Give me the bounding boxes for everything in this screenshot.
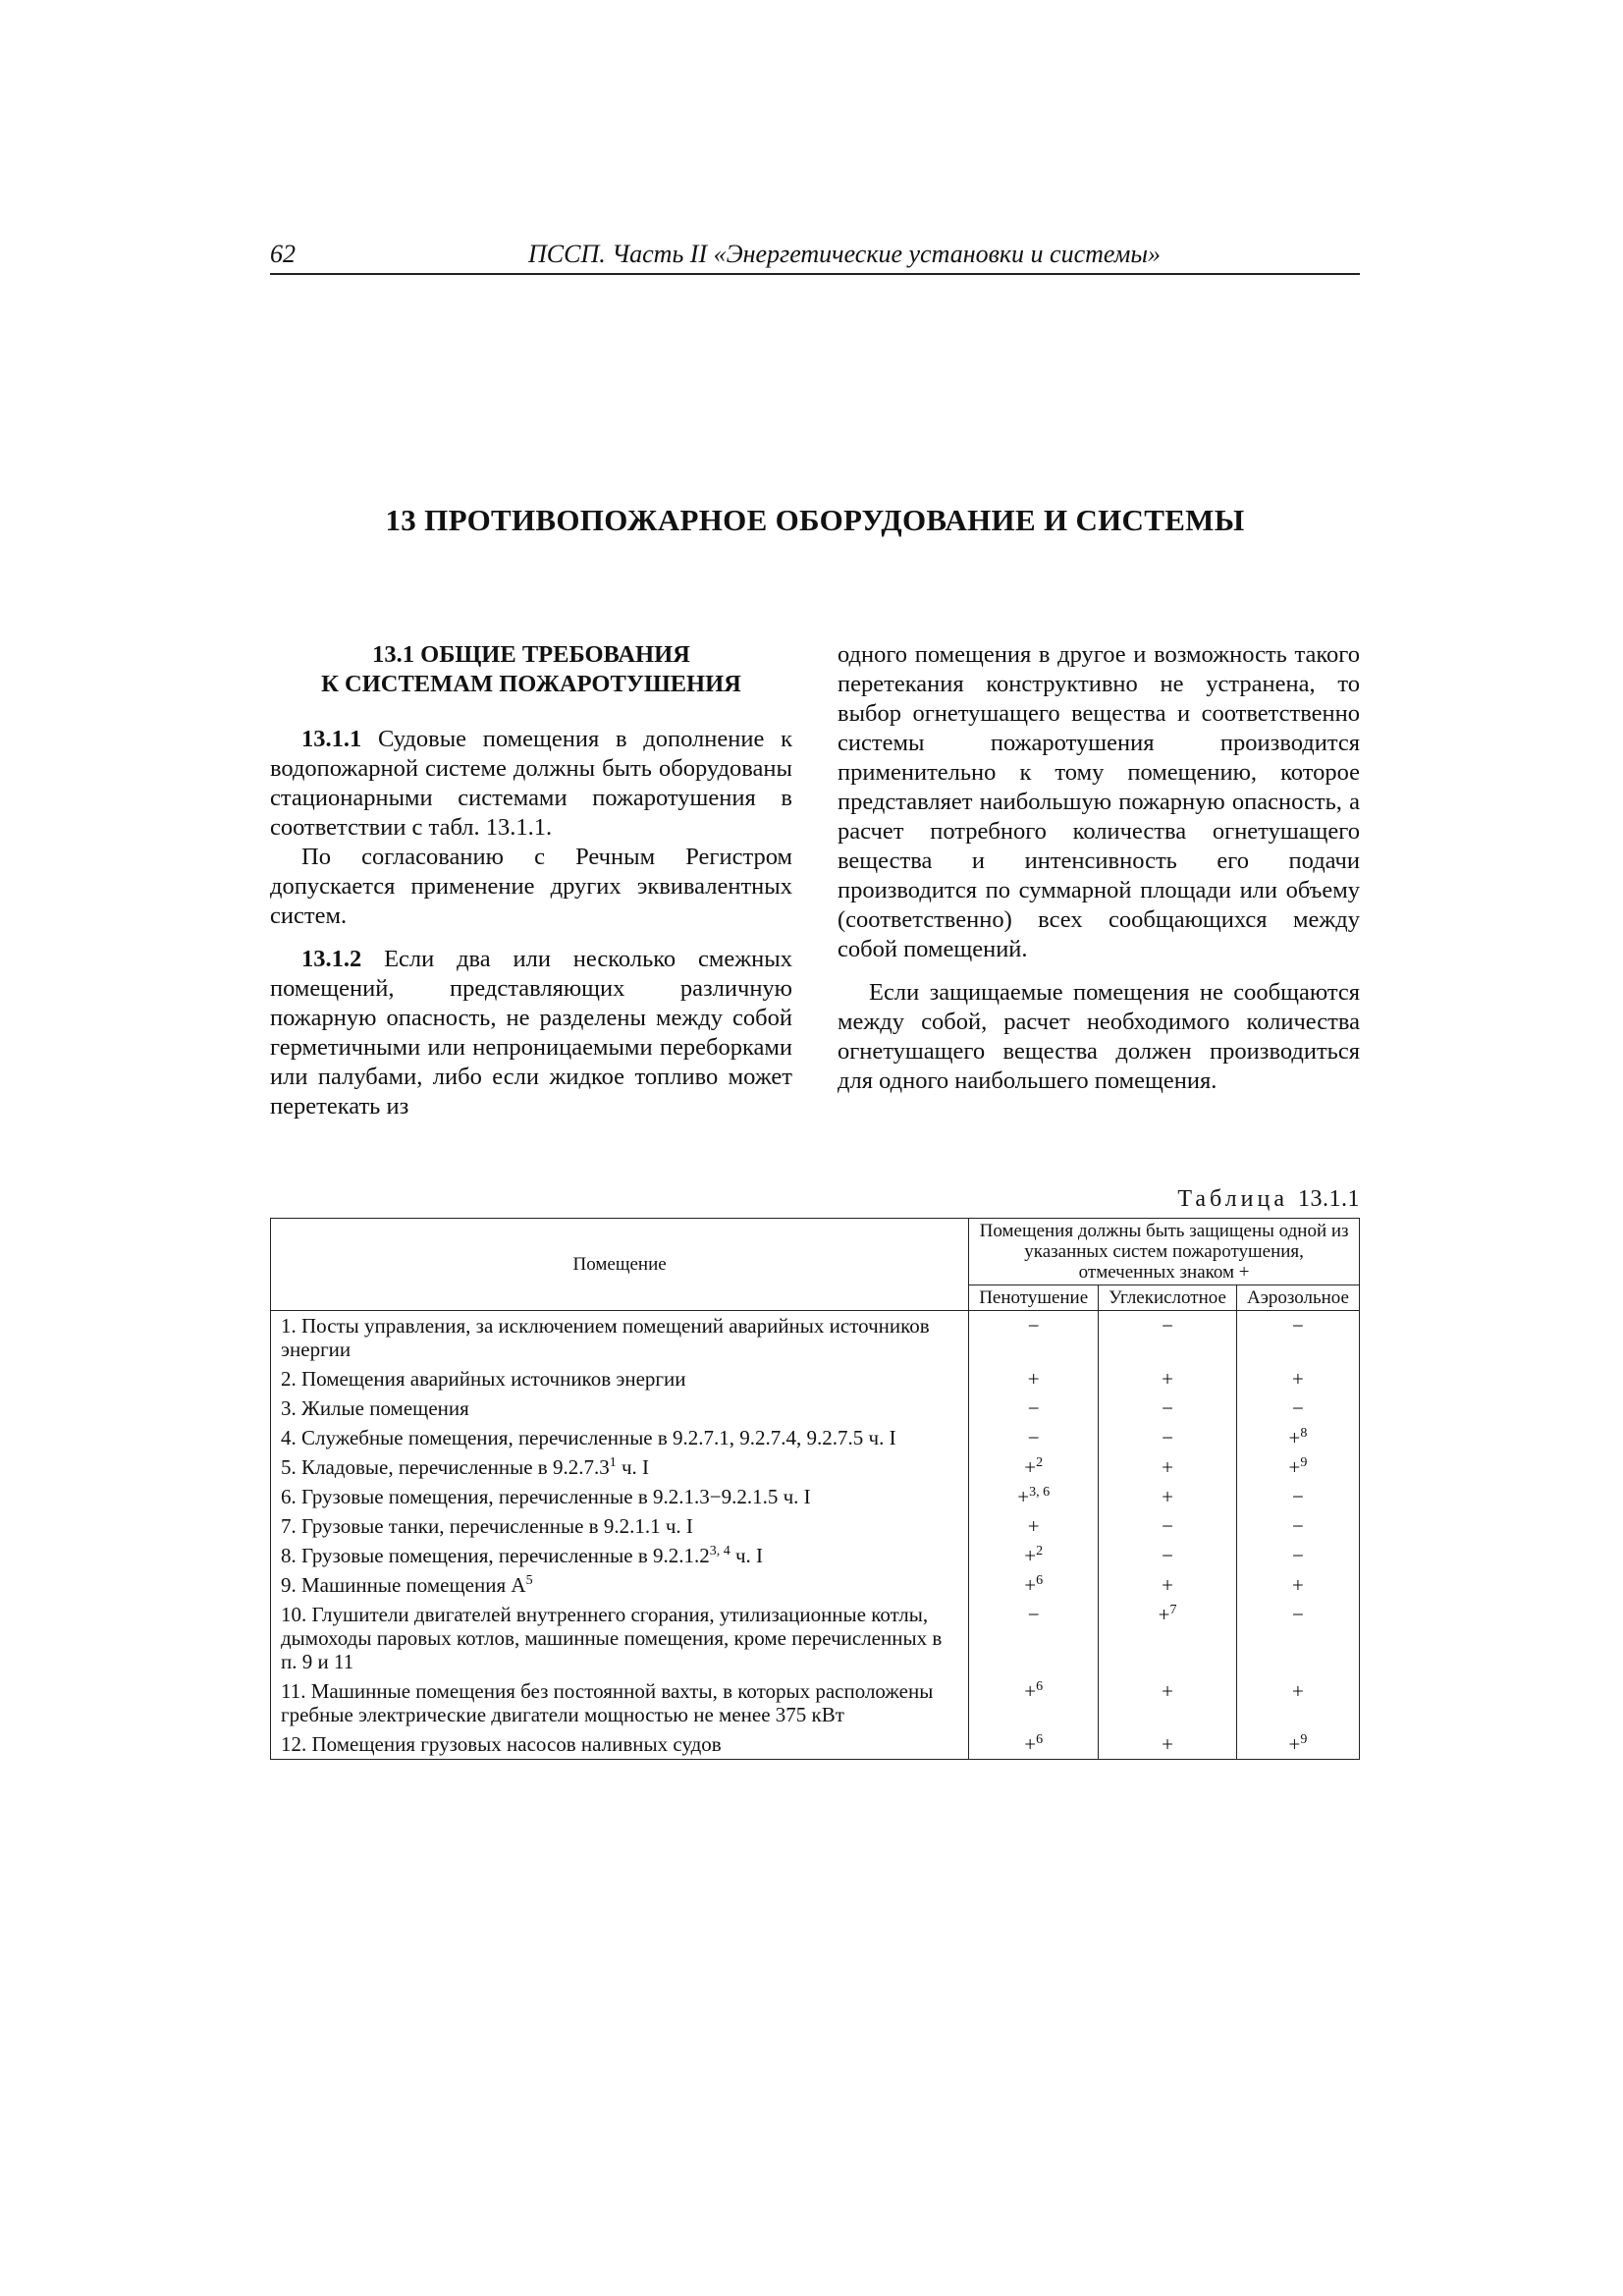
- aerosol-cell: −: [1236, 1311, 1359, 1365]
- co2-cell: −: [1099, 1394, 1237, 1423]
- paragraph-equivalent: По согласованию с Речным Регистром допускается применение других эквивалентных систем.: [270, 844, 792, 929]
- aerosol-cell: +: [1236, 1364, 1359, 1394]
- co2-cell: −: [1099, 1311, 1237, 1365]
- clause-number: 13.1.1: [301, 726, 362, 752]
- table-caption-number: 13.1.1: [1298, 1186, 1360, 1212]
- table-row: [271, 1729, 1360, 1760]
- room-name-cell: 1. Посты управления, за исключением помещений аварийных источников энергии: [271, 1311, 969, 1365]
- paragraph-13-1-2: [270, 945, 792, 1121]
- table-row: [271, 1570, 1360, 1600]
- foam-cell: +: [969, 1364, 1099, 1394]
- room-name-cell: 9. Машинные помещения $А^5$: [271, 1570, 969, 1600]
- table-row: [271, 1423, 1360, 1452]
- table-row: [271, 1482, 1360, 1511]
- room-name-cell: 4. Служебные помещения, перечисленные в 9.2.7.1, 9.2.7.4, 9.2.7.5 ч. I: [271, 1423, 969, 1452]
- header-systems-group: Помещения должны быть защищены одной из указанных систем пожаротушения, отмеченных знаком +: [969, 1219, 1360, 1285]
- co2-cell: +: [1099, 1452, 1237, 1482]
- co2-cell: +: [1099, 1482, 1237, 1511]
- room-name-cell: 3. Жилые помещения: [271, 1394, 969, 1423]
- co2-cell: −: [1099, 1423, 1237, 1452]
- foam-cell: +$^6$: [969, 1570, 1099, 1600]
- paragraph-continuation: одного помещения в другое и возможность такого перетекания конструктивно не устранена, то выбор огнетушащего вещества и соответственно системы пожаротушения производится применительно к тому помещению, которое представляет наибольшую пожарную опасность, а расчет потребного количества огнетушащего вещества и интенсивность его подачи производится по суммарной площади или объему (соответственно) всех сообщающихся между собой помещений.: [838, 641, 1360, 962]
- room-name-cell: 2. Помещения аварийных источников энергии: [271, 1364, 969, 1394]
- foam-cell: −: [969, 1311, 1099, 1365]
- table-row: [271, 1452, 1360, 1482]
- text-column-right: [838, 640, 1360, 1096]
- foam-cell: −: [969, 1394, 1099, 1423]
- foam-cell: +$^6$: [969, 1676, 1099, 1729]
- room-name-cell: 7. Грузовые танки, перечисленные в 9.2.1.1 ч. I: [271, 1511, 969, 1541]
- table-row: [271, 1600, 1360, 1676]
- paragraph-not-communicating: Если защищаемые помещения не сообщаются между собой, расчет необходимого количества огнетушащего вещества должен производиться для одного наибольшего помещения.: [838, 979, 1360, 1094]
- paragraph-text: Если два или несколько смежных помещений, представляющих различную пожарную опасность, не разделены между собой герметичными или непроницаемыми переборками или палубами, либо если жидкое топливо может перетекать из: [270, 946, 792, 1120]
- foam-cell: +$^6$: [969, 1729, 1099, 1760]
- aerosol-cell: −: [1236, 1394, 1359, 1423]
- table-body: [271, 1311, 1360, 1760]
- aerosol-cell: −: [1236, 1600, 1359, 1676]
- room-name-cell: 6. Грузовые помещения, перечисленные в 9.2.1.3−9.2.1.5 ч. I: [271, 1482, 969, 1511]
- section-title-line2: К СИСТЕМАМ ПОЖАРОТУШЕНИЯ: [321, 671, 741, 697]
- aerosol-cell: +: [1236, 1676, 1359, 1729]
- foam-cell: +$^{3, 6}$: [969, 1482, 1099, 1511]
- co2-cell: +: [1099, 1729, 1237, 1760]
- table-caption: [270, 1186, 1360, 1213]
- chapter-title: 13 ПРОТИВОПОЖАРНОЕ ОБОРУДОВАНИЕ И СИСТЕМЫ: [385, 503, 1245, 537]
- paragraph-text: Судовые помещения в дополнение к водопожарной системе должны быть оборудованы стационарными системами пожаротушения в соответствии с табл. 13.1.1.: [270, 726, 792, 841]
- section-title-line1: 13.1 ОБЩИЕ ТРЕБОВАНИЯ: [372, 641, 690, 668]
- aerosol-cell: −: [1236, 1541, 1359, 1570]
- header-aerosol: Аэрозольное: [1236, 1285, 1359, 1311]
- running-title: ПССП. Часть II «Энергетические установки и системы»: [527, 240, 1161, 268]
- table-row: [271, 1541, 1360, 1570]
- header-foam: Пенотушение: [969, 1285, 1099, 1311]
- foam-cell: −: [969, 1600, 1099, 1676]
- room-name-cell: 12. Помещения грузовых насосов наливных судов: [271, 1729, 969, 1760]
- text-column-left: [270, 640, 792, 1121]
- foam-cell: +$^2$: [969, 1541, 1099, 1570]
- section-title: [270, 640, 792, 699]
- table-caption-word: Таблица: [1177, 1186, 1288, 1212]
- co2-cell: +: [1099, 1364, 1237, 1394]
- co2-cell: −: [1099, 1541, 1237, 1570]
- foam-cell: +$^2$: [969, 1452, 1099, 1482]
- aerosol-cell: +$^9$: [1236, 1452, 1359, 1482]
- aerosol-cell: +$^8$: [1236, 1423, 1359, 1452]
- table-row: [271, 1364, 1360, 1394]
- foam-cell: +: [969, 1511, 1099, 1541]
- room-name-cell: 5. Кладовые, перечисленные в 9.2.7.3$^1$ ч. I: [271, 1452, 969, 1482]
- aerosol-cell: +$^9$: [1236, 1729, 1359, 1760]
- co2-cell: +: [1099, 1676, 1237, 1729]
- paragraph-13-1-1: [270, 725, 792, 843]
- co2-cell: −: [1099, 1511, 1237, 1541]
- clause-number: 13.1.2: [301, 946, 362, 972]
- fire-system-table: [270, 1218, 1360, 1760]
- aerosol-cell: −: [1236, 1511, 1359, 1541]
- table-row: [271, 1394, 1360, 1423]
- co2-cell: +$^7$: [1099, 1600, 1237, 1676]
- aerosol-cell: +: [1236, 1570, 1359, 1600]
- table-row: [271, 1676, 1360, 1729]
- running-header: [270, 236, 1360, 275]
- aerosol-cell: −: [1236, 1482, 1359, 1511]
- header-room: Помещение: [271, 1219, 969, 1311]
- room-name-cell: 8. Грузовые помещения, перечисленные в 9.2.1.2$^{3, 4}$ ч. I: [271, 1541, 969, 1570]
- table-row: [271, 1311, 1360, 1365]
- table-row: [271, 1511, 1360, 1541]
- header-co2: Углекислотное: [1099, 1285, 1237, 1311]
- room-name-cell: 11. Машинные помещения без постоянной вахты, в которых расположены гребные электрические двигатели мощностью не менее 375 кВт: [271, 1676, 969, 1729]
- co2-cell: +: [1099, 1570, 1237, 1600]
- page-number: 62: [270, 240, 296, 268]
- foam-cell: −: [969, 1423, 1099, 1452]
- room-name-cell: 10. Глушители двигателей внутреннего сгорания, утилизационные котлы, дымоходы паровых котлов, машинные помещения, кроме перечисленных в п. 9 и 11: [271, 1600, 969, 1676]
